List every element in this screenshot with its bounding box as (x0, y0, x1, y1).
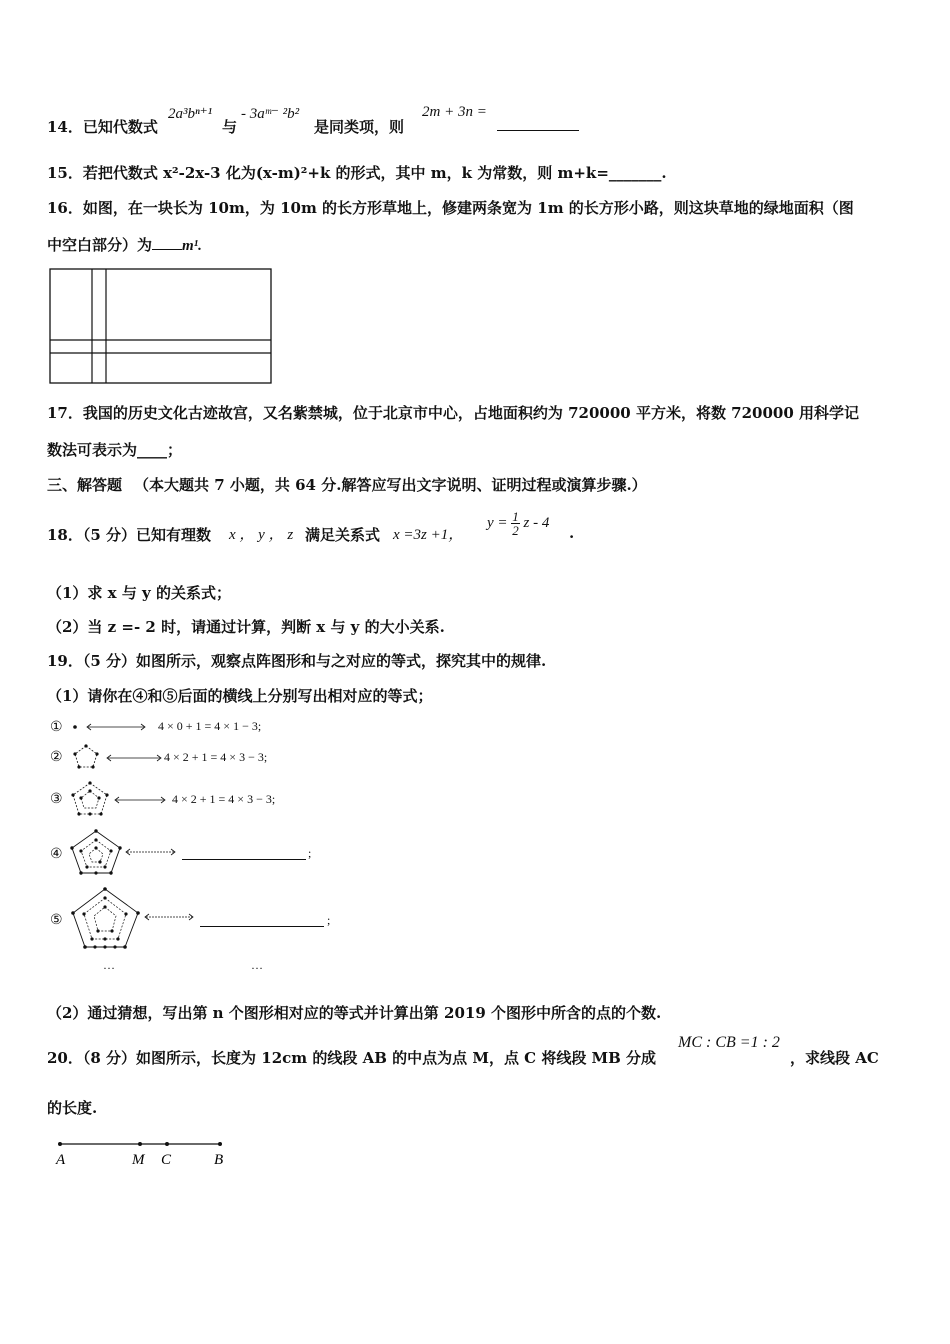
point-m (138, 1142, 142, 1146)
q16-answer-blank (152, 249, 182, 250)
label-a: A (56, 1152, 66, 1168)
section-3-note: （本大题共 7 小题，共 64 分.解答应写出文字说明、证明过程或演算步骤.） (134, 476, 647, 494)
figure-1-equation: 4 × 0 + 1 = 4 × 1 − 3; (158, 719, 262, 733)
figure-3-pentagon (70, 780, 170, 820)
label-c: C (161, 1152, 172, 1168)
figure-3-label: ③ (50, 792, 63, 807)
pentagon-second (84, 898, 126, 939)
q18-vars: x ， y ， z (229, 527, 294, 543)
q18-end: . (569, 524, 575, 542)
question-15: 15．若把代数式 x²-2x-3 化为(x-m)²+k 的形式，其中 m，k 为常数，则 m+k=_______. (47, 164, 667, 182)
q14-conn: 与 (222, 118, 238, 136)
q16-line2-text: 中空白部分）为 (47, 236, 153, 254)
q18-frac-den: 2 (512, 523, 519, 538)
figure-5-answer-blank (200, 912, 324, 927)
question-16-line2 (47, 234, 202, 255)
pentagon (75, 746, 97, 767)
figure-5-label: ⑤ (50, 913, 63, 928)
section-3-heading (47, 474, 647, 495)
q20-tail: ，求线段 AC (790, 1049, 879, 1067)
figure-2-label: ② (50, 750, 63, 765)
q19-line1: 19．（5 分）如图所示，观察点阵图形和与之对应的等式，探究其中的规律. (47, 652, 547, 670)
segment-diagram (54, 1136, 234, 1172)
q14-number: 14． (47, 118, 83, 136)
figure-4-answer-blank (182, 845, 306, 860)
lawn-outline (50, 269, 271, 383)
figure-2-pentagon (70, 742, 165, 772)
q18-sub2: （2）当 z =- 2 时，请通过计算，判断 x 与 y 的大小关系. (47, 618, 445, 636)
q18-eq2-rhs: z - 4 (523, 514, 550, 531)
q18-lead: 18．（5 分）已知有理数 (47, 526, 212, 544)
lawn-diagram (48, 267, 274, 385)
question-17-line2: 数法可表示为____； (47, 441, 183, 459)
figure-1-dots (70, 720, 150, 734)
question-14 (47, 116, 158, 137)
figure-4-label: ④ (50, 847, 63, 862)
q14-lead: 已知代数式 (82, 118, 158, 136)
label-b: B (214, 1152, 224, 1168)
q18-eq1: x =3z +1， (393, 527, 464, 543)
q14-expr: 2m + 3n = (422, 104, 487, 120)
q16-unit: m¹. (182, 238, 202, 254)
ellipsis-left: … (103, 958, 115, 972)
q14-term2: - 3aᵐ⁻ ²b² (241, 106, 300, 122)
q18-cond: 满足关系式 (305, 526, 381, 544)
point-c (165, 1142, 169, 1146)
q20-lead: 20．（8 分）如图所示，长度为 12cm 的线段 AB 的中点为点 M，点 C 将线段 MB 分成 (47, 1049, 657, 1067)
question-16-line1: 16．如图，在一块长为 10m，为 10m 的长方形草地上，修建两条宽为 1m 的长方形小路，则这块草地的绿地面积（图 (47, 199, 854, 217)
q18-eq2-lhs: y = (487, 514, 508, 531)
pentagon-middle (81, 840, 111, 867)
q20-line2: 的长度. (47, 1099, 98, 1117)
pentagon-outer (73, 783, 107, 814)
ellipsis-right: … (251, 958, 263, 972)
point-b (218, 1142, 222, 1146)
pentagon-outer (72, 831, 120, 873)
figure-1-label: ① (50, 720, 63, 735)
pentagon-inner (89, 848, 103, 862)
q18-frac-num: 1 (512, 509, 519, 524)
figure-4-semicolon: ; (308, 846, 312, 860)
q19-sub2: （2）通过猜想，写出第 n 个图形相对应的等式并计算出第 2019 个图形中所含的点的个数. (47, 1004, 662, 1022)
figure-5-pentagon (70, 886, 200, 950)
figure-2-equation: 4 × 2 + 1 = 4 × 3 − 3; (164, 750, 268, 764)
section-3-title: 三、解答题 (47, 476, 123, 494)
q14-answer-blank (497, 115, 579, 131)
q18-eq2 (487, 510, 549, 537)
label-m: M (132, 1152, 145, 1168)
q20-ratio: MC : CB =1 : 2 (678, 1034, 780, 1051)
pentagon-third (94, 907, 116, 931)
figure-4-pentagon (70, 828, 182, 876)
q14-mid: 是同类项，则 (314, 118, 405, 136)
question-17-line1: 17．我国的历史文化古迹故宫，又名紫禁城，位于北京市中心，占地面积约为 720000 平方米，将数 720000 用科学记 (47, 404, 860, 422)
q18-fraction (511, 510, 520, 537)
q19-sub1: （1）请你在④和⑤后面的横线上分别写出相对应的等式； (47, 687, 433, 705)
q18-sub1: （1）求 x 与 y 的关系式； (47, 584, 231, 602)
pentagon-inner (81, 791, 99, 808)
dot (73, 725, 77, 729)
figure-5-semicolon: ; (327, 913, 331, 927)
q14-term1: 2a³bⁿ⁺¹ (168, 106, 213, 122)
point-a (58, 1142, 62, 1146)
figure-3-equation: 4 × 2 + 1 = 4 × 3 − 3; (172, 792, 276, 806)
